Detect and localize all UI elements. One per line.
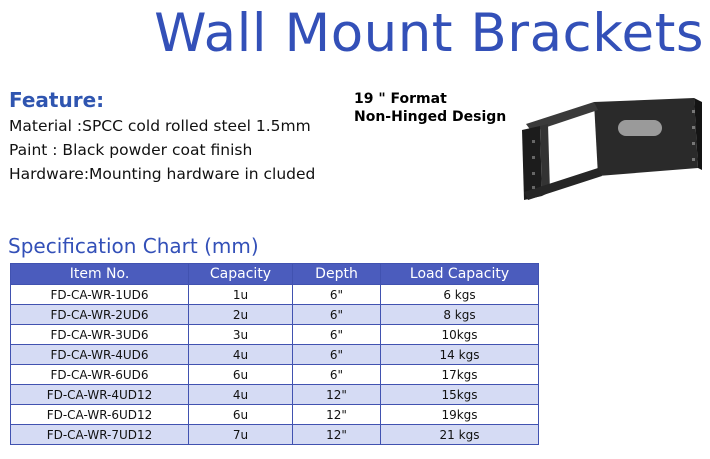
table-row — [11, 325, 539, 345]
table-row — [11, 285, 539, 305]
table-header-row — [11, 264, 539, 285]
table-row — [11, 305, 539, 325]
cell-load: 15kgs — [381, 385, 539, 405]
cell-depth: 12" — [293, 425, 381, 445]
cell-load: 17kgs — [381, 365, 539, 385]
feature-hardware: Hardware:Mounting hardware in cluded — [9, 165, 316, 183]
page-title: Wall Mount Brackets — [154, 3, 704, 64]
feature-paint: Paint : Black powder coat finish — [9, 141, 253, 159]
cell-capacity: 6u — [189, 365, 293, 385]
cell-depth: 6" — [293, 365, 381, 385]
feature-material: Material :SPCC cold rolled steel 1.5mm — [9, 117, 311, 135]
cell-load: 14 kgs — [381, 345, 539, 365]
cell-load: 6 kgs — [381, 285, 539, 305]
cell-load: 10kgs — [381, 325, 539, 345]
cell-item: FD-CA-WR-3UD6 — [11, 325, 189, 345]
cell-capacity: 1u — [189, 285, 293, 305]
column-header-load: Load Capacity — [381, 264, 539, 285]
cell-capacity: 2u — [189, 305, 293, 325]
table-row — [11, 405, 539, 425]
spec-table — [10, 263, 539, 445]
table-row — [11, 425, 539, 445]
feature-heading: Feature: — [9, 88, 105, 112]
cell-load: 19kgs — [381, 405, 539, 425]
format-label: 19 " Format — [354, 91, 447, 107]
cell-item: FD-CA-WR-7UD12 — [11, 425, 189, 445]
cell-depth: 12" — [293, 385, 381, 405]
wall-mount-bracket-image — [518, 96, 702, 200]
cell-depth: 6" — [293, 345, 381, 365]
cell-capacity: 4u — [189, 345, 293, 365]
cell-item: FD-CA-WR-4UD6 — [11, 345, 189, 365]
cell-load: 21 kgs — [381, 425, 539, 445]
cell-item: FD-CA-WR-6UD12 — [11, 405, 189, 425]
cell-capacity: 7u — [189, 425, 293, 445]
design-label: Non-Hinged Design — [354, 109, 507, 125]
table-row — [11, 365, 539, 385]
cell-depth: 6" — [293, 285, 381, 305]
cell-item: FD-CA-WR-6UD6 — [11, 365, 189, 385]
cell-depth: 12" — [293, 405, 381, 425]
cell-item: FD-CA-WR-1UD6 — [11, 285, 189, 305]
column-header-depth: Depth — [293, 264, 381, 285]
spec-heading: Specification Chart (mm) — [8, 234, 259, 258]
cell-item: FD-CA-WR-4UD12 — [11, 385, 189, 405]
column-header-item: Item No. — [11, 264, 189, 285]
table-row — [11, 385, 539, 405]
table-row — [11, 345, 539, 365]
cell-capacity: 3u — [189, 325, 293, 345]
cell-depth: 6" — [293, 305, 381, 325]
column-header-capacity: Capacity — [189, 264, 293, 285]
cell-depth: 6" — [293, 325, 381, 345]
cell-capacity: 6u — [189, 405, 293, 425]
cell-capacity: 4u — [189, 385, 293, 405]
cell-load: 8 kgs — [381, 305, 539, 325]
cell-item: FD-CA-WR-2UD6 — [11, 305, 189, 325]
